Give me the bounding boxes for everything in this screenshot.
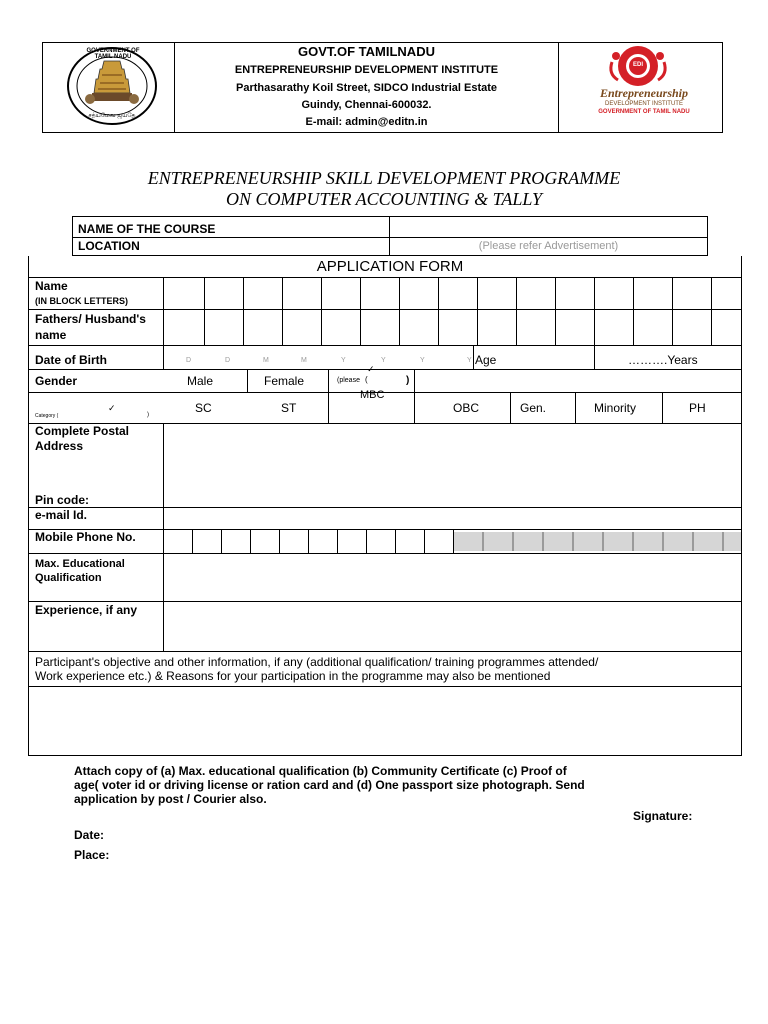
category-sc-option[interactable]: SC <box>195 401 212 415</box>
gender-label: Gender <box>35 374 78 388</box>
mobile-label: Mobile Phone No. <box>35 530 136 544</box>
category-close-paren: ) <box>147 412 149 418</box>
objective-instructions-2: Work experience etc.) & Reasons for your participation in the programme may also be mentioned <box>35 669 551 683</box>
address-input[interactable] <box>164 424 740 507</box>
father-name-label-1: Fathers/ Husband's <box>35 312 146 326</box>
dob-y3: Y <box>420 357 425 364</box>
edi-logo-sub2: GOVERNMENT OF TAMIL NADU <box>598 109 690 115</box>
years-label: ……….Years <box>628 353 698 367</box>
experience-input[interactable] <box>164 602 740 651</box>
attach-note-3: application by post / Courier also. <box>74 792 267 806</box>
header-email: E-mail: admin@editn.in <box>305 116 428 128</box>
dob-label: Date of Birth <box>35 353 107 367</box>
check-mark-icon: ✓ <box>367 364 375 374</box>
location-label: LOCATION <box>78 239 140 253</box>
header-institute: ENTREPRENEURSHIP DEVELOPMENT INSTITUTE <box>234 64 499 76</box>
dob-d2: D <box>225 357 231 364</box>
category-check-icon: ✓ <box>108 403 116 413</box>
qualification-label-2: Qualification <box>35 572 102 584</box>
course-name-label: NAME OF THE COURSE <box>78 222 216 236</box>
qualification-input[interactable] <box>164 554 740 601</box>
dob-input[interactable] <box>164 346 472 369</box>
date-label: Date: <box>74 828 105 842</box>
dob-m2: M <box>301 357 307 364</box>
gender-female-option[interactable]: Female <box>264 374 305 388</box>
please-tick-note: (please <box>337 377 360 384</box>
govt-seal-ring-text: GOVERNMENT OF TAMIL NADU <box>86 48 140 60</box>
dob-y1: Y <box>341 357 346 364</box>
header-address1: Parthasarathy Koil Street, SIDCO Industrial Estate <box>235 82 498 94</box>
course-name-field[interactable] <box>390 217 707 237</box>
father-name-label-2: name <box>35 328 67 342</box>
programme-title-line2: ON COMPUTER ACCOUNTING & TALLY <box>225 189 543 209</box>
name-label: Name <box>35 279 68 293</box>
mobile-shaded-area <box>454 532 741 551</box>
name-input-cells[interactable] <box>164 278 740 309</box>
edi-logo-sub: DEVELOPMENT INSTITUTE <box>605 101 683 107</box>
category-minority-option[interactable]: Minority <box>594 401 637 415</box>
pin-code-label: Pin code: <box>35 493 90 507</box>
objective-instructions-1: Participant's objective and other information, if any (additional qualification/ training programmes attended/ <box>35 655 599 669</box>
header-address2: Guindy, Chennai-600032. <box>301 99 432 111</box>
age-input[interactable] <box>500 346 593 369</box>
experience-label: Experience, if any <box>35 603 138 617</box>
place-label: Place: <box>74 848 110 862</box>
father-name-input-cells[interactable] <box>164 310 740 345</box>
dob-y4: Y <box>467 357 472 364</box>
please-tick-open: ( <box>365 375 368 384</box>
programme-title-line1: ENTREPRENEURSHIP SKILL DEVELOPMENT PROGRAMME <box>147 168 621 188</box>
please-tick-close: ) <box>406 375 410 386</box>
mobile-input-cells[interactable] <box>164 530 453 553</box>
name-sub-label: (IN BLOCK LETTERS) <box>35 296 128 306</box>
category-mbc-option[interactable]: MBC <box>360 389 385 401</box>
form-title: APPLICATION FORM <box>316 258 464 275</box>
govt-seal-motto: சத்யமேவ ஜயதே <box>88 113 136 119</box>
dob-d1: D <box>186 357 192 364</box>
address-label-1: Complete Postal <box>35 424 130 438</box>
category-st-option[interactable]: ST <box>281 401 297 415</box>
edi-logo-title: Entrepreneurship <box>599 86 689 100</box>
header-divider-right <box>558 42 559 133</box>
category-gen-option[interactable]: Gen. <box>520 401 547 415</box>
qualification-label-1: Max. Educational <box>35 558 125 570</box>
email-input[interactable] <box>164 508 740 529</box>
dob-y2: Y <box>381 357 386 364</box>
signature-label: Signature: <box>633 809 693 823</box>
category-label: Category ( <box>35 413 59 419</box>
category-ph-option[interactable]: PH <box>689 401 706 415</box>
gender-male-option[interactable]: Male <box>187 374 214 388</box>
objective-input[interactable] <box>29 687 741 755</box>
email-label: e-mail Id. <box>35 508 88 522</box>
attach-note-2: age( voter id or driving license or ration card and (d) One passport size photograph. Send <box>74 778 585 792</box>
address-label-2: Address <box>35 439 84 453</box>
dob-m1: M <box>263 357 269 364</box>
attach-note-1: Attach copy of (a) Max. educational qualification (b) Community Certificate (c) Proof of <box>74 764 567 778</box>
header-govt: GOVT.OF TAMILNADU <box>298 44 435 59</box>
category-obc-option[interactable]: OBC <box>453 401 480 415</box>
age-label: Age <box>475 353 497 367</box>
edi-logo-badge: EDI <box>632 62 643 68</box>
location-hint: (Please refer Advertisement) <box>478 240 619 252</box>
